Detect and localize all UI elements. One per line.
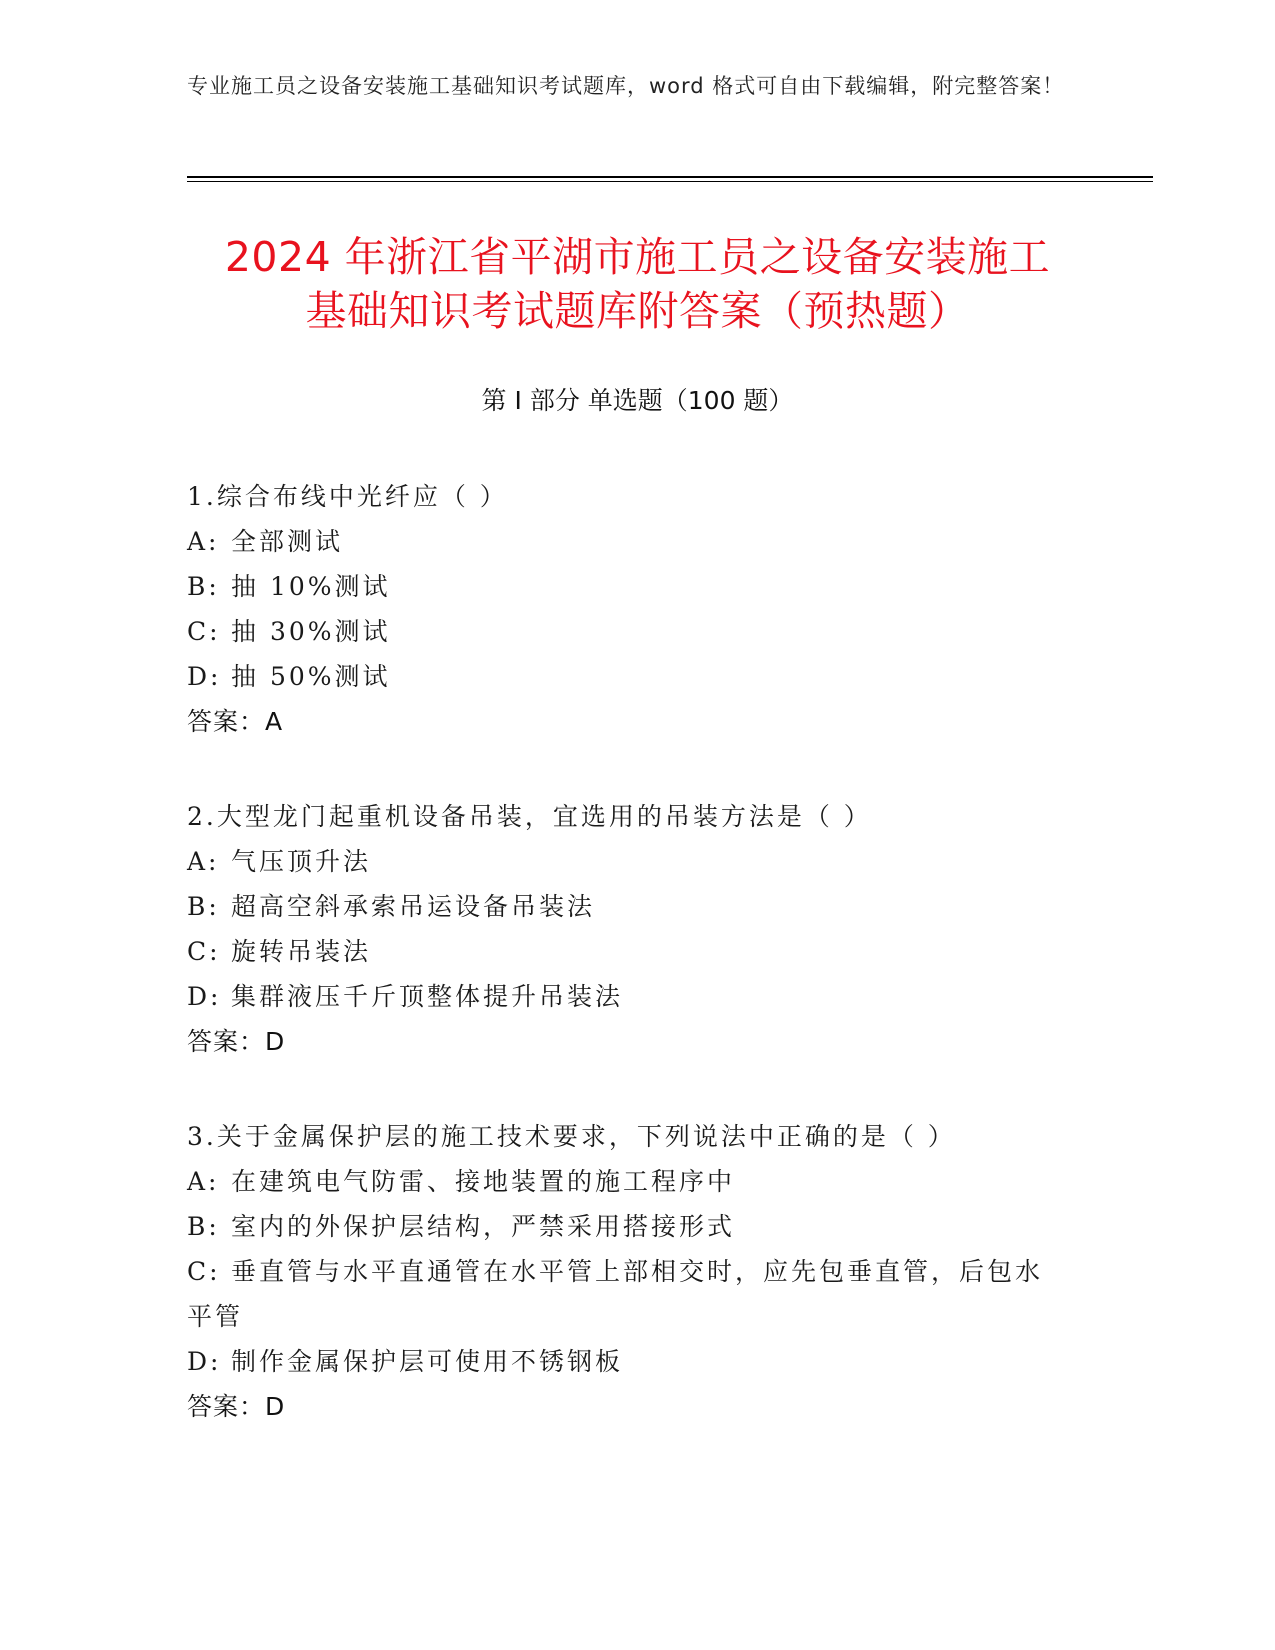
option-letter: A: xyxy=(187,1167,220,1196)
question-stem: 1.综合布线中光纤应（ ） xyxy=(187,482,508,511)
question-3 xyxy=(187,1114,1067,1429)
answer: 答案：D xyxy=(187,1027,286,1056)
question-stem: 3.关于金属保护层的施工技术要求，下列说法中正确的是（ ） xyxy=(187,1122,956,1151)
option-b xyxy=(187,884,1067,929)
title-line-2: 基础知识考试题库附答案（预热题） xyxy=(305,287,970,335)
option-text: 抽 10%测试 xyxy=(231,572,391,601)
option-letter: D: xyxy=(187,1347,222,1376)
option-text: 超高空斜承索吊运设备吊装法 xyxy=(231,892,596,921)
option-letter: C: xyxy=(187,617,221,646)
option-letter: A: xyxy=(187,847,220,876)
option-text: 集群液压千斤顶整体提升吊装法 xyxy=(231,982,624,1011)
option-text: 室内的外保护层结构，严禁采用搭接形式 xyxy=(231,1212,736,1241)
answer: 答案：A xyxy=(187,707,284,736)
option-d xyxy=(187,654,1067,699)
question-stem: 2.大型龙门起重机设备吊装，宜选用的吊装方法是（ ） xyxy=(187,802,872,831)
option-text: 全部测试 xyxy=(231,527,344,556)
header-divider-thick xyxy=(187,176,1153,178)
option-a xyxy=(187,839,1067,884)
option-a xyxy=(187,1159,1067,1204)
option-letter: B: xyxy=(187,572,220,601)
answer: 答案：D xyxy=(187,1392,286,1421)
option-text: 抽 30%测试 xyxy=(231,617,391,646)
option-text: 制作金属保护层可使用不锈钢板 xyxy=(231,1347,624,1376)
option-letter: B: xyxy=(187,892,220,921)
header-divider-thin xyxy=(187,181,1153,182)
option-text: 抽 50%测试 xyxy=(231,662,391,691)
question-1 xyxy=(187,474,1067,744)
option-text: 垂直管与水平直通管在水平管上部相交时，应先包垂直管，后包水平管 xyxy=(187,1257,1044,1331)
option-text: 旋转吊装法 xyxy=(231,937,372,966)
option-letter: D: xyxy=(187,982,222,1011)
option-d xyxy=(187,1339,1067,1384)
option-letter: C: xyxy=(187,1257,221,1286)
option-b xyxy=(187,564,1067,609)
option-c xyxy=(187,609,1067,654)
option-letter: C: xyxy=(187,937,221,966)
header-note: 专业施工员之设备安装施工基础知识考试题库，word 格式可自由下载编辑，附完整答案！ xyxy=(187,74,1065,98)
option-c xyxy=(187,1249,1067,1339)
document-title xyxy=(150,230,1125,338)
option-text: 在建筑电气防雷、接地装置的施工程序中 xyxy=(231,1167,736,1196)
option-b xyxy=(187,1204,1067,1249)
section-title: 第 I 部分 单选题（100 题） xyxy=(481,386,794,415)
question-2 xyxy=(187,794,1067,1064)
option-text: 气压顶升法 xyxy=(231,847,372,876)
option-letter: A: xyxy=(187,527,220,556)
title-line-1: 2024 年浙江省平湖市施工员之设备安装施工 xyxy=(224,233,1051,281)
option-a xyxy=(187,519,1067,564)
option-letter: D: xyxy=(187,662,222,691)
option-c xyxy=(187,929,1067,974)
option-letter: B: xyxy=(187,1212,220,1241)
option-d xyxy=(187,974,1067,1019)
question-list xyxy=(187,474,1067,1479)
